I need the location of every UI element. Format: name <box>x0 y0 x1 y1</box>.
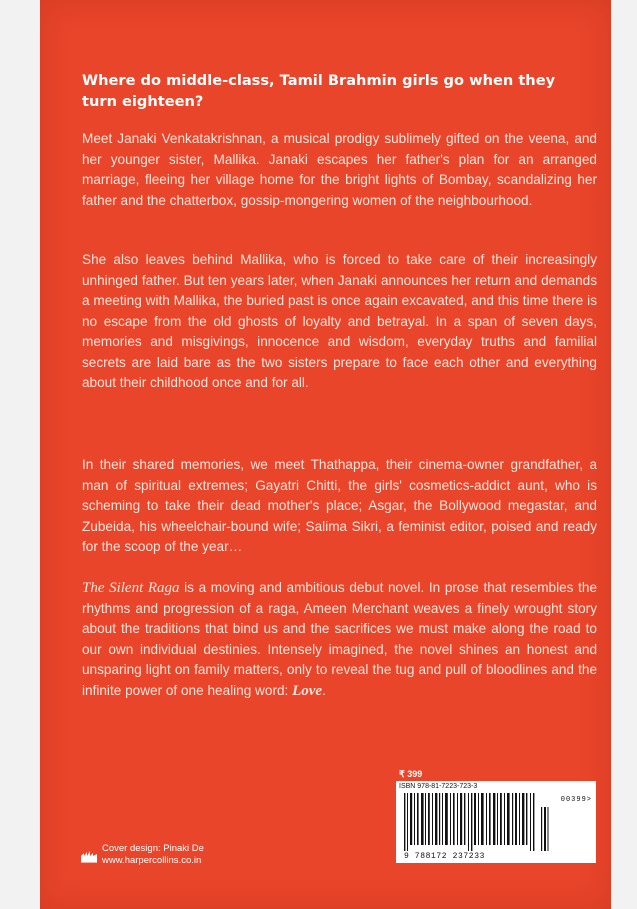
book-title: The Silent Raga <box>82 580 180 596</box>
barcode-panel <box>396 769 596 863</box>
synopsis-paragraph-2: She also leaves behind Mallika, who is forced to take care of their increasingly unhinged father. But ten years later, when Janaki announces her return and demands a meeting with Mallika, the buried past is once again excavated, and this time there is no escape from the old ghosts of loyalty and betrayal. In a span of seven days, memories and misgivings, innocence and wisdom, everyday truths and familial secrets are laid bare as the two sisters prepare to face each other and everything about their childhood once and for all. <box>82 252 597 390</box>
barcode-digits: 9 788172 237233 <box>404 852 486 861</box>
cover-design-credit: Cover design: Pinaki De <box>102 843 204 854</box>
harpercollins-logo-icon <box>80 847 98 863</box>
price-label: ₹ 399 <box>399 769 423 779</box>
barcode-icon <box>400 793 550 851</box>
tagline: Where do middle-class, Tamil Brahmin girls go when they turn eighteen? <box>82 72 556 110</box>
publisher-website: www.harpercollins.co.in <box>102 855 202 866</box>
synopsis-paragraph-3: In their shared memories, we meet Thathappa, their cinema-owner grandfather, a man of spiritual extremes; Gayatri Chitti, the girls' cosmetics-addict aunt, who is scheming to take their dead mother's place; Asgar, the Bollywood megastar, and Zubeida, his wheelchair-bound wife; Salima Sikri, a feminist editor, poised and ready for the scoop of the year… <box>82 457 597 554</box>
closing-punctuation: . <box>322 682 326 698</box>
isbn-label: ISBN 978-81-7223-723-3 <box>399 783 478 790</box>
barcode-addon: 00399> <box>560 796 592 804</box>
closing-word: Love <box>292 682 323 699</box>
synopsis-paragraph-1: Meet Janaki Venkatakrishnan, a musical prodigy sublimely gifted on the veena, and her younger sister, Mallika. Janaki escapes her father's plan for an arranged marriage, fleeing her village home for the bright lights of Bombay, scandalizing her father and the chatterbox, gossip-mongering women of the neighbourhood. <box>82 131 597 208</box>
paragraph-4-body: is a moving and ambitious debut novel. In prose that resembles the rhythms and progression of a raga, Ameen Merchant weaves a finely wrought story about the traditions that bind us and the sacrifices we must make along the road to our own individual destinies. Intensely imagined, the novel shines an honest and unsparing light on family matters, only to reveal the tug and pull of bloodlines and the infinite power of one healing word: <box>82 580 597 698</box>
publisher-lines <box>102 843 204 867</box>
synopsis-paragraph-4 <box>82 578 597 701</box>
